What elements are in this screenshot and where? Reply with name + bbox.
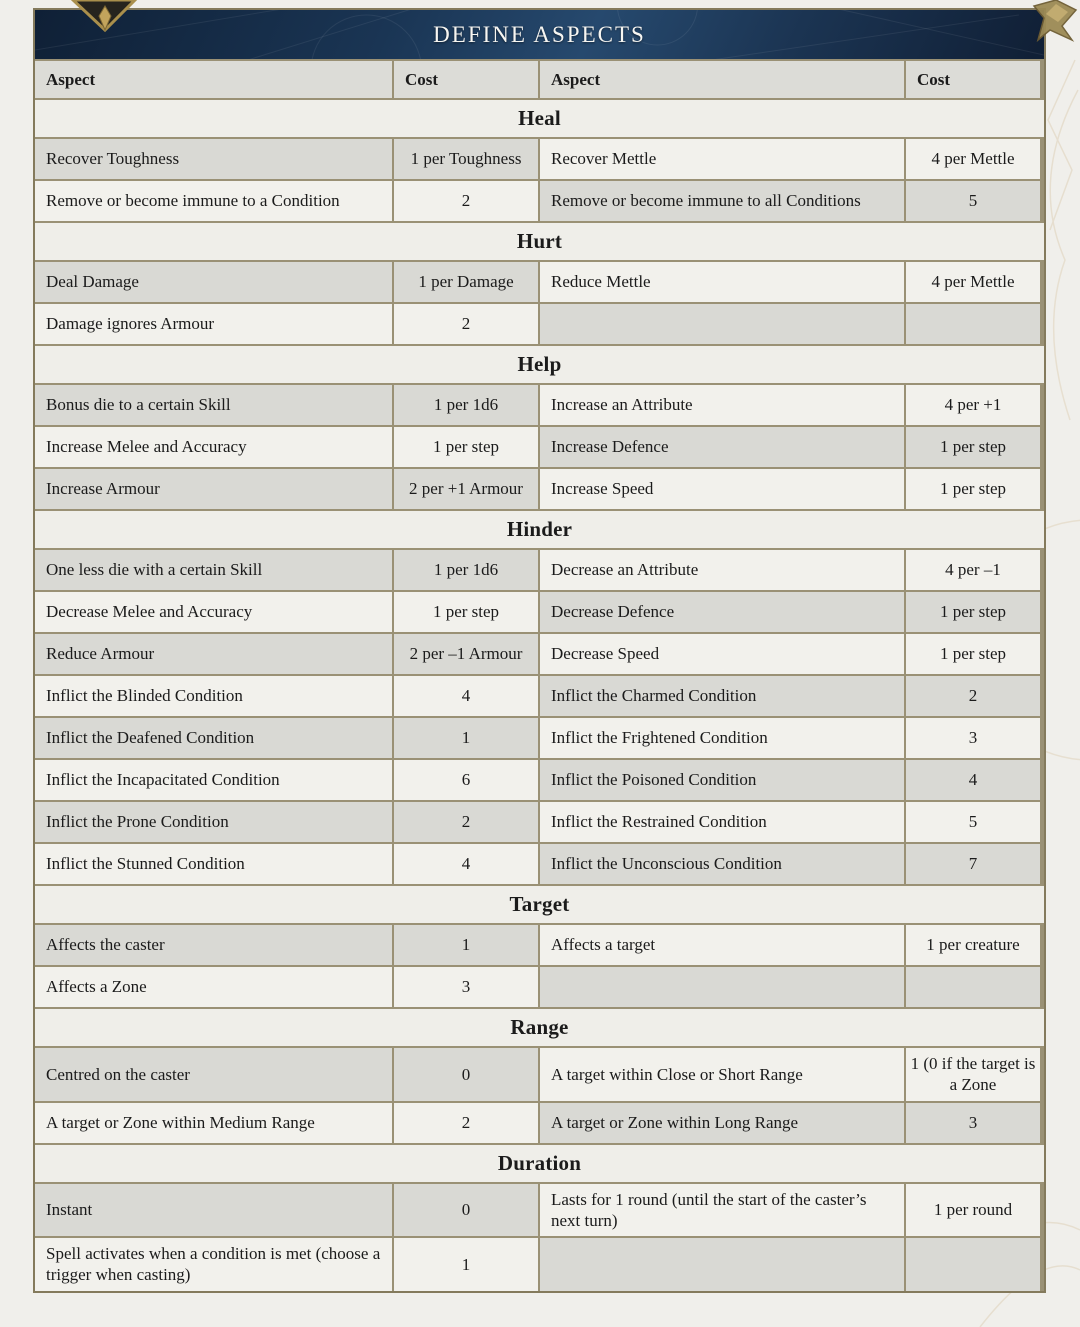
table-row <box>35 550 1044 590</box>
cost-cell: 4 <box>394 676 538 716</box>
aspect-cell: Inflict the Frightened Condition <box>540 718 904 758</box>
section-header-heal: Heal <box>35 100 1044 137</box>
cost-cell: 1 per step <box>906 469 1040 509</box>
cost-cell: 1 per step <box>906 634 1040 674</box>
aspect-cell <box>540 967 904 1007</box>
cost-cell: 4 <box>906 760 1040 800</box>
cost-cell: 4 per –1 <box>906 550 1040 590</box>
aspect-cell <box>540 1238 904 1291</box>
table-row <box>35 1048 1044 1101</box>
table-row <box>35 925 1044 965</box>
aspect-cell: Deal Damage <box>35 262 392 302</box>
aspect-cell: Increase Melee and Accuracy <box>35 427 392 467</box>
cost-cell: 1 per 1d6 <box>394 385 538 425</box>
table-row <box>35 1184 1044 1237</box>
table-title-bar <box>35 10 1044 59</box>
cost-cell: 3 <box>906 718 1040 758</box>
cost-cell: 1 per creature <box>906 925 1040 965</box>
table-row <box>35 181 1044 221</box>
aspect-cell: Increase Armour <box>35 469 392 509</box>
table-row <box>35 718 1044 758</box>
aspect-cell: Inflict the Stunned Condition <box>35 844 392 884</box>
cost-cell: 3 <box>906 1103 1040 1143</box>
cost-cell: 1 (0 if the target is a Zone <box>906 1048 1040 1101</box>
aspect-cell: Affects a target <box>540 925 904 965</box>
aspect-cell: Recover Toughness <box>35 139 392 179</box>
aspect-cell: Increase an Attribute <box>540 385 904 425</box>
table-row <box>35 304 1044 344</box>
aspect-cell: Reduce Armour <box>35 634 392 674</box>
aspect-cell: Decrease Speed <box>540 634 904 674</box>
aspect-cell: Reduce Mettle <box>540 262 904 302</box>
cost-cell: 1 <box>394 1238 538 1291</box>
table-row <box>35 469 1044 509</box>
aspect-cell: Increase Speed <box>540 469 904 509</box>
column-header-row <box>35 61 1044 98</box>
cost-cell: 4 per Mettle <box>906 139 1040 179</box>
table-body <box>35 59 1044 1291</box>
aspect-cell: A target or Zone within Medium Range <box>35 1103 392 1143</box>
aspect-cell: Affects a Zone <box>35 967 392 1007</box>
column-header-aspect-left: Aspect <box>35 61 392 98</box>
aspect-cell: A target within Close or Short Range <box>540 1048 904 1101</box>
cost-cell: 1 per round <box>906 1184 1040 1237</box>
aspect-cell: Decrease Defence <box>540 592 904 632</box>
cost-cell: 2 <box>394 802 538 842</box>
aspect-cell: Decrease Melee and Accuracy <box>35 592 392 632</box>
table-row <box>35 262 1044 302</box>
aspect-cell: Affects the caster <box>35 925 392 965</box>
aspects-table <box>33 8 1046 1293</box>
table-row <box>35 802 1044 842</box>
aspect-cell: Remove or become immune to a Condition <box>35 181 392 221</box>
table-row <box>35 967 1044 1007</box>
aspect-cell: Increase Defence <box>540 427 904 467</box>
aspect-cell: Centred on the caster <box>35 1048 392 1101</box>
aspect-cell: Inflict the Charmed Condition <box>540 676 904 716</box>
aspect-cell: Inflict the Blinded Condition <box>35 676 392 716</box>
cost-cell: 2 <box>394 304 538 344</box>
aspect-cell: Decrease an Attribute <box>540 550 904 590</box>
cost-cell: 1 per step <box>906 592 1040 632</box>
cost-cell: 5 <box>906 181 1040 221</box>
cost-cell: 4 per Mettle <box>906 262 1040 302</box>
cost-cell <box>906 967 1040 1007</box>
aspect-cell: Inflict the Restrained Condition <box>540 802 904 842</box>
cost-cell: 1 per step <box>394 427 538 467</box>
table-row <box>35 634 1044 674</box>
table-row <box>35 427 1044 467</box>
cost-cell: 2 per –1 Armour <box>394 634 538 674</box>
cost-cell: 1 per step <box>906 427 1040 467</box>
table-row <box>35 1103 1044 1143</box>
aspect-cell: Inflict the Deafened Condition <box>35 718 392 758</box>
column-header-cost-left: Cost <box>394 61 538 98</box>
cost-cell: 1 per 1d6 <box>394 550 538 590</box>
section-header-target: Target <box>35 886 1044 923</box>
aspect-cell: Instant <box>35 1184 392 1237</box>
cost-cell: 4 per +1 <box>906 385 1040 425</box>
cost-cell <box>906 304 1040 344</box>
cost-cell: 0 <box>394 1184 538 1237</box>
cost-cell: 1 <box>394 925 538 965</box>
cost-cell: 2 <box>394 1103 538 1143</box>
cost-cell: 5 <box>906 802 1040 842</box>
aspect-cell: Inflict the Prone Condition <box>35 802 392 842</box>
cost-cell <box>906 1238 1040 1291</box>
table-row <box>35 592 1044 632</box>
cost-cell: 1 per Toughness <box>394 139 538 179</box>
aspect-cell: Lasts for 1 round (until the start of the caster’s next turn) <box>540 1184 904 1237</box>
column-header-aspect-right: Aspect <box>540 61 904 98</box>
aspect-cell: Spell activates when a condition is met (choose a trigger when casting) <box>35 1238 392 1291</box>
table-row <box>35 385 1044 425</box>
section-header-help: Help <box>35 346 1044 383</box>
cost-cell: 2 <box>906 676 1040 716</box>
cost-cell: 2 <box>394 181 538 221</box>
cost-cell: 7 <box>906 844 1040 884</box>
aspect-cell <box>540 304 904 344</box>
aspect-cell: Inflict the Unconscious Condition <box>540 844 904 884</box>
table-row <box>35 760 1044 800</box>
table-row <box>35 844 1044 884</box>
cost-cell: 1 per Damage <box>394 262 538 302</box>
aspect-cell: Damage ignores Armour <box>35 304 392 344</box>
column-header-cost-right: Cost <box>906 61 1040 98</box>
aspect-cell: A target or Zone within Long Range <box>540 1103 904 1143</box>
cost-cell: 1 per step <box>394 592 538 632</box>
section-header-hurt: Hurt <box>35 223 1044 260</box>
section-header-duration: Duration <box>35 1145 1044 1182</box>
aspect-cell: Inflict the Incapacitated Condition <box>35 760 392 800</box>
cost-cell: 6 <box>394 760 538 800</box>
page-title: DEFINE ASPECTS <box>433 21 646 47</box>
section-header-hinder: Hinder <box>35 511 1044 548</box>
aspect-cell: Recover Mettle <box>540 139 904 179</box>
cost-cell: 3 <box>394 967 538 1007</box>
table-row <box>35 1238 1044 1291</box>
cost-cell: 1 <box>394 718 538 758</box>
cost-cell: 4 <box>394 844 538 884</box>
aspect-cell: Remove or become immune to all Conditions <box>540 181 904 221</box>
cost-cell: 2 per +1 Armour <box>394 469 538 509</box>
aspect-cell: One less die with a certain Skill <box>35 550 392 590</box>
aspect-cell: Inflict the Poisoned Condition <box>540 760 904 800</box>
table-row <box>35 676 1044 716</box>
table-row <box>35 139 1044 179</box>
section-header-range: Range <box>35 1009 1044 1046</box>
cost-cell: 0 <box>394 1048 538 1101</box>
aspect-cell: Bonus die to a certain Skill <box>35 385 392 425</box>
